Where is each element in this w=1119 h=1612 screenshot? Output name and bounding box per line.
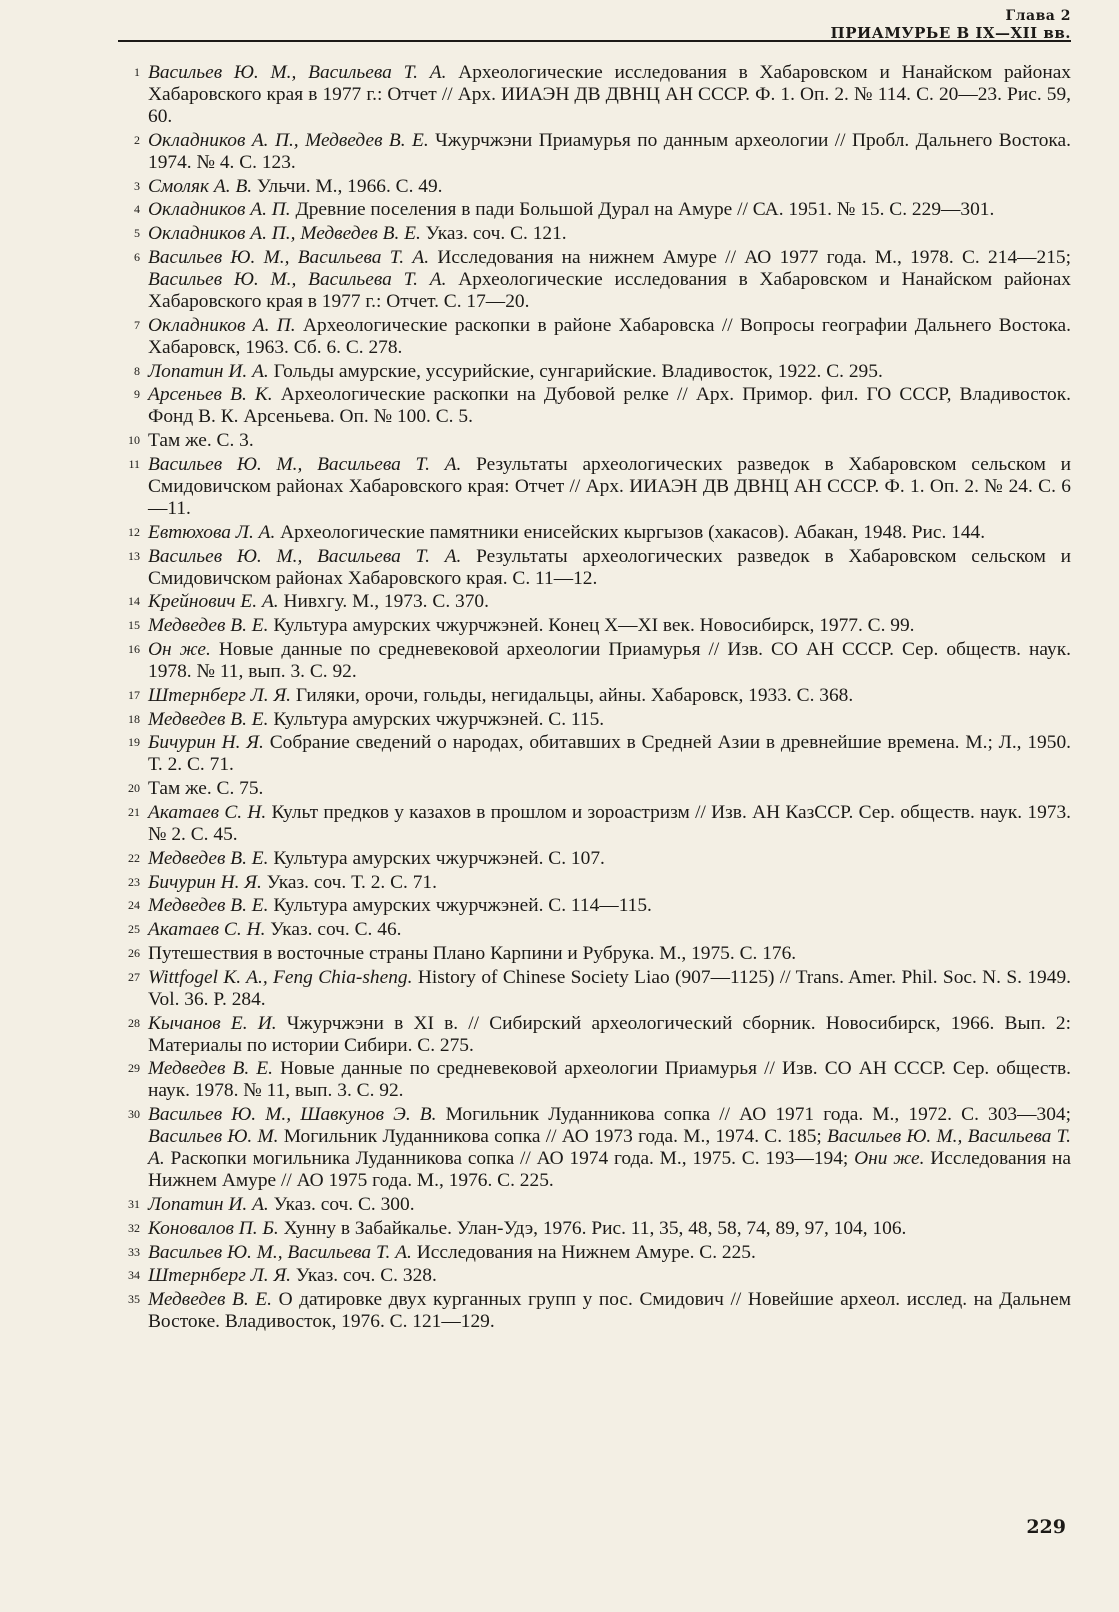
footnote-text: Исследования на Нижнем Амуре. С. 225. — [411, 1241, 756, 1263]
footnote-author: Окладников А. П. — [148, 314, 296, 336]
footnote-author: Окладников А. П., Медведев В. Е. — [148, 223, 421, 245]
footnote-author: Евтюхова Л. А. — [148, 521, 276, 543]
footnote-text: Могильник Луданникова сопка // АО 1971 года. М., 1972. С. 303—304; — [436, 1104, 1071, 1126]
footnote-item — [118, 522, 1071, 544]
footnote-item — [118, 546, 1071, 590]
footnote-number: 3 — [134, 178, 140, 193]
footnote-text: History of Chinese Society Liao (907—1125) // Trans. Amer. Phil. Soc. N. S. 1949. Vol. 36. P. 284. — [148, 966, 1071, 1010]
footnote-text: Указ. соч. Т. 2. С. 71. — [261, 871, 437, 893]
footnote-item — [118, 1194, 1071, 1216]
footnote-text: Новые данные по средневековой археологии Приамурья // Изв. СО АН СССР. Сер. обществ. наук. 1978. № 11, вып. 3. С. 92. — [148, 638, 1071, 682]
footnote-author: Wittfogel K. A., Feng Chia-sheng. — [148, 966, 413, 988]
footnote-number: 15 — [128, 618, 140, 633]
footnote-number: 4 — [134, 202, 140, 217]
footnote-text: Чжурчжэни в XI в. // Сибирский археологический сборник. Новосибирск, 1966. Вып. 2: Материалы по истории Сибири. С. 275. — [148, 1012, 1071, 1056]
footnote-text: Археологические памятники енисейских кыргызов (хакасов). Абакан, 1948. Рис. 144. — [275, 521, 986, 543]
footnote-author: Васильев Ю. М., Васильева Т. А. — [148, 246, 430, 268]
footnote-author: Медведев В. Е. — [148, 708, 269, 730]
footnote-number: 16 — [128, 641, 140, 656]
footnote-text: Собрание сведений о народах, обитавших в Средней Азии в древнейшие времена. М.; Л., 1950. Т. 2. С. 71. — [148, 732, 1071, 776]
footnote-author: Коновалов П. Б. — [148, 1217, 279, 1239]
footnote-number: 17 — [128, 687, 140, 702]
footnote-author: Смоляк А. В. — [148, 175, 253, 197]
footnote-text: О датировке двух курганных групп у пос. Смидович // Новейшие археол. исслед. на Дальнем Востоке. Владивосток, 1976. С. 121—129. — [148, 1289, 1072, 1333]
footnote-author: Лопатин И. А. — [148, 360, 269, 382]
footnote-item — [118, 895, 1071, 917]
running-head — [831, 8, 1071, 42]
footnote-text: Археологические исследования в Хабаровском и Нанайском районах Хабаровского края в 1977 г.: Отчет. С. 17—20. — [148, 268, 1071, 312]
footnote-text: Гиляки, орочи, гольды, негидальцы, айны. Хабаровск, 1933. С. 368. — [291, 684, 854, 706]
footnote-number: 27 — [128, 969, 140, 984]
footnote-author: Он же. — [148, 638, 211, 660]
footnote-item — [118, 454, 1071, 520]
footnote-author: Васильев Ю. М., Васильева Т. А. — [148, 545, 462, 567]
footnote-text: Указ. соч. С. 121. — [420, 223, 567, 245]
footnote-text: Культ предков у казахов в прошлом и зороастризм // Изв. АН КазССР. Сер. обществ. наук. 1973. № 2. С. 45. — [148, 801, 1072, 845]
footnote-text: Хунну в Забайкалье. Улан-Удэ, 1976. Рис. 11, 35, 48, 58, 74, 89, 97, 104, 106. — [278, 1217, 907, 1239]
footnote-text: Культура амурских чжурчжэней. С. 107. — [268, 847, 605, 869]
footnote-item — [118, 223, 1071, 245]
footnote-number: 19 — [128, 735, 140, 750]
footnote-item — [118, 615, 1071, 637]
footnote-number: 31 — [128, 1196, 140, 1211]
footnote-author: Кычанов Е. И. — [148, 1012, 277, 1034]
footnote-author: Медведев В. Е. — [148, 847, 269, 869]
footnote-number: 10 — [128, 433, 140, 448]
footnote-text: Указ. соч. С. 46. — [265, 919, 402, 941]
footnote-author: Медведев В. Е. — [148, 1289, 272, 1311]
footnote-author: Штернберг Л. Я. — [148, 684, 292, 706]
footnote-author: Медведев В. Е. — [148, 895, 269, 917]
footnote-text: Археологические исследования в Хабаровском и Нанайском районах Хабаровского края в 1977 г.: Отчет // Арх. ИИАЭН ДВ ДВНЦ АН СССР. Ф. 1. Оп. 2. № 114. С. 20—23. Рис. 59, 60. — [148, 62, 1071, 127]
footnote-text: Результаты археологических разведок в Хабаровском сельском и Смидовичском районах Хабаровского края. С. 11—12. — [148, 545, 1071, 589]
footnote-number: 25 — [128, 922, 140, 937]
footnote-text: Археологические раскопки на Дубовой релке // Арх. Примор. фил. ГО СССР, Владивосток. Фонд В. К. Арсеньева. Оп. № 100. С. 5. — [148, 384, 1071, 428]
footnote-item — [118, 62, 1071, 128]
footnote-author: Бичурин Н. Я. — [148, 871, 262, 893]
footnote-number: 24 — [128, 898, 140, 913]
footnote-item — [118, 872, 1071, 894]
footnote-author: Окладников А. П., Медведев В. Е. — [148, 129, 429, 151]
footnote-number: 28 — [128, 1015, 140, 1030]
footnote-text: Могильник Луданникова сопка // АО 1973 года. М., 1974. С. 185; — [278, 1126, 828, 1148]
footnote-text: Раскопки могильника Луданникова сопка // АО 1974 года. М., 1975. С. 193—194; — [164, 1148, 855, 1170]
footnote-author: Васильев Ю. М. — [148, 1126, 279, 1148]
footnote-item — [118, 1218, 1071, 1240]
footnote-author: Васильев Ю. М., Васильева Т. А. — [148, 62, 447, 83]
footnote-text: Чжурчжэни Приамурья по данным археологии // Пробл. Дальнего Востока. 1974. № 4. С. 123. — [148, 129, 1071, 173]
footnote-item — [118, 848, 1071, 870]
page-number: 229 — [1026, 1516, 1066, 1538]
footnote-item — [118, 315, 1071, 359]
footnotes-list — [118, 62, 1071, 1335]
footnote-text: Нивхгу. М., 1973. С. 370. — [278, 591, 489, 613]
footnote-number: 30 — [128, 1107, 140, 1122]
footnote-item — [118, 685, 1071, 707]
footnote-item — [118, 247, 1071, 313]
footnote-author: Васильев Ю. М., Васильева Т. А. — [148, 1241, 412, 1263]
footnote-author: Штернберг Л. Я. — [148, 1265, 292, 1287]
footnote-item — [118, 919, 1071, 941]
footnote-number: 18 — [128, 711, 140, 726]
footnote-author: Васильев Ю. М., Васильева Т. А. — [148, 453, 462, 475]
footnote-item — [118, 943, 1071, 965]
footnote-item — [118, 802, 1071, 846]
footnote-item — [118, 1265, 1071, 1287]
footnote-number: 32 — [128, 1220, 140, 1235]
footnote-text: Древние поселения в пади Большой Дурал на Амуре // СА. 1951. № 15. С. 229—301. — [290, 199, 995, 221]
footnote-item — [118, 1104, 1071, 1192]
footnote-item — [118, 199, 1071, 221]
footnote-number: 20 — [128, 781, 140, 796]
footnote-number: 33 — [128, 1244, 140, 1259]
footnote-item — [118, 1242, 1071, 1264]
header-rule — [118, 40, 1071, 42]
footnote-text: Гольды амурские, уссурийские, сунгарийские. Владивосток, 1922. С. 295. — [268, 360, 883, 382]
footnote-item — [118, 1058, 1071, 1102]
footnote-number: 7 — [134, 317, 140, 332]
footnote-number: 8 — [134, 363, 140, 378]
footnote-author: Медведев В. Е. — [148, 615, 269, 637]
footnote-author: Они же. — [854, 1148, 925, 1170]
footnote-number: 23 — [128, 874, 140, 889]
footnote-number: 2 — [134, 132, 140, 147]
footnote-item — [118, 732, 1071, 776]
footnote-item — [118, 709, 1071, 731]
footnote-item — [118, 384, 1071, 428]
footnote-item — [118, 778, 1071, 800]
footnote-text: Там же. С. 75. — [148, 778, 264, 800]
footnote-author: Медведев В. Е. — [148, 1058, 273, 1080]
footnote-text: Археологические раскопки в районе Хабаровска // Вопросы географии Дальнего Востока. Хабаровск, 1963. Сб. 6. С. 278. — [148, 314, 1072, 358]
footnote-number: 5 — [134, 226, 140, 241]
footnote-item — [118, 591, 1071, 613]
footnote-author: Лопатин И. А. — [148, 1193, 269, 1215]
footnote-number: 21 — [128, 804, 140, 819]
footnote-number: 29 — [128, 1061, 140, 1076]
footnote-author: Бичурин Н. Я. — [148, 732, 264, 754]
footnote-text: Исследования на нижнем Амуре // АО 1977 года. М., 1978. С. 214—215; — [429, 246, 1072, 268]
footnote-text: Культура амурских чжурчжэней. С. 114—115. — [268, 895, 652, 917]
footnote-text: Результаты археологических разведок в Хабаровском сельском и Смидовичском районах Хабаровского края: Отчет // Арх. ИИАЭН ДВ ДВНЦ АН СССР. Ф. 1. Оп. 2. № 24. С. 6—11. — [148, 453, 1071, 519]
footnote-text: Культура амурских чжурчжэней. Конец X—XI век. Новосибирск, 1977. С. 99. — [268, 615, 915, 637]
footnote-number: 14 — [128, 594, 140, 609]
footnote-text: Там же. С. 3. — [148, 430, 254, 452]
footnote-text: Культура амурских чжурчжэней. С. 115. — [268, 708, 605, 730]
footnote-number: 11 — [128, 456, 140, 471]
footnote-author: Окладников А. П. — [148, 199, 291, 221]
footnote-text: Указ. соч. С. 328. — [291, 1265, 437, 1287]
footnote-item — [118, 639, 1071, 683]
footnote-item — [118, 967, 1071, 1011]
footnote-text: Исследования на Нижнем Амуре // АО 1975 года. М., 1976. С. 225. — [148, 1148, 1071, 1192]
footnote-text: Путешествия в восточные страны Плано Карпини и Рубрука. М., 1975. С. 176. — [148, 942, 797, 964]
footnote-text: Ульчи. М., 1966. С. 49. — [252, 175, 443, 197]
footnote-author: Васильев Ю. М., Васильева Т. А. — [148, 1126, 1071, 1170]
footnote-author: Арсеньев В. К. — [148, 384, 273, 406]
footnote-number: 12 — [128, 524, 140, 539]
footnote-number: 6 — [134, 249, 140, 264]
footnote-item — [118, 130, 1071, 174]
chapter-title: ПРИАМУРЬЕ В IX—XII вв. — [830, 24, 1071, 42]
footnote-item — [118, 1289, 1071, 1333]
footnote-item — [118, 1013, 1071, 1057]
footnote-number: 26 — [128, 945, 140, 960]
footnote-number: 22 — [128, 850, 140, 865]
footnote-number: 9 — [134, 387, 140, 402]
footnote-text: Указ. соч. С. 300. — [268, 1193, 415, 1215]
footnote-author: Акатаев С. Н. — [148, 919, 266, 941]
footnote-number: 35 — [128, 1292, 140, 1307]
footnote-item — [118, 176, 1071, 198]
footnote-author: Акатаев С. Н. — [148, 801, 267, 823]
footnote-author: Васильев Ю. М., Васильева Т. А. — [148, 268, 447, 290]
footnote-item — [118, 361, 1071, 383]
footnote-item — [118, 430, 1071, 452]
footnote-author: Крейнович Е. А. — [148, 591, 279, 613]
footnote-text: Новые данные по средневековой археологии Приамурья // Изв. СО АН СССР. Сер. обществ. наук. 1978. № 11, вып. 3. С. 92. — [148, 1058, 1071, 1102]
footnote-number: 1 — [134, 65, 140, 79]
chapter-label: Глава 2 — [1005, 8, 1071, 24]
footnote-author: Васильев Ю. М., Шавкунов Э. В. — [148, 1104, 437, 1126]
footnote-number: 34 — [128, 1268, 140, 1283]
footnote-number: 13 — [128, 548, 140, 563]
